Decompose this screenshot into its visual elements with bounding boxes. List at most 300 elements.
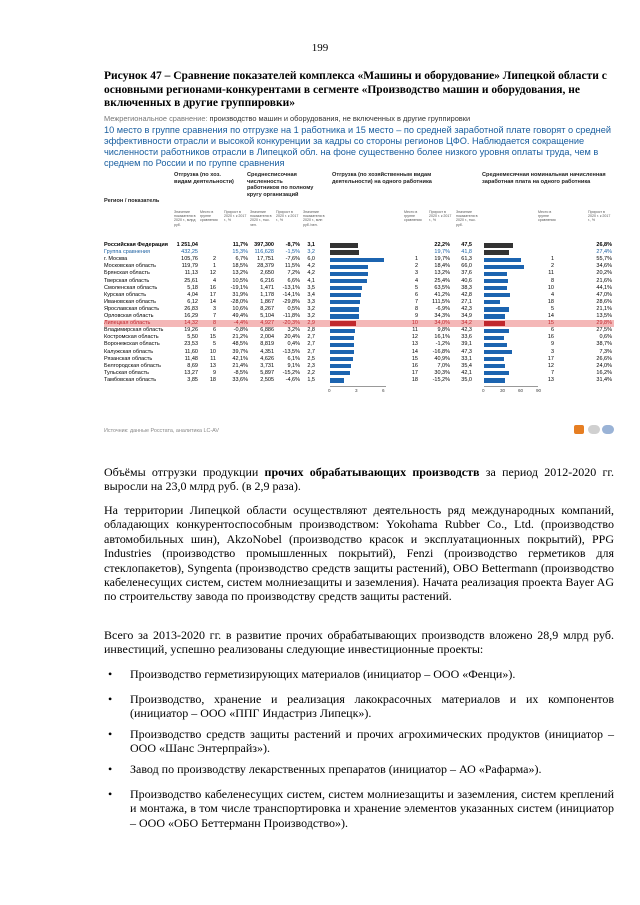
cell-shipment-growth: -28,0% xyxy=(230,298,248,305)
bar-salary xyxy=(484,343,507,347)
cell-shipment-growth: 6,7% xyxy=(235,256,248,263)
table-row xyxy=(104,349,614,356)
cell-per-worker-place: 18 xyxy=(411,376,418,383)
cell-salary-growth: 55,7% xyxy=(596,256,612,263)
cell-shipment-value: 11,48 xyxy=(184,355,198,362)
cell-shipment-place: 6 xyxy=(212,327,216,334)
cell-per-worker-growth: 111,5% xyxy=(432,298,450,305)
cell-shipment-value: 4,04 xyxy=(187,291,198,298)
cell-per-worker-value: 3,2 xyxy=(307,305,315,312)
bar-salary xyxy=(484,293,510,297)
cell-workers-value: 1,178 xyxy=(260,291,274,298)
cell-per-worker-place: 1 xyxy=(414,256,418,263)
bar-salary xyxy=(484,371,509,375)
cell-region-name: Курская область xyxy=(104,291,147,298)
cell-per-worker-place: 14 xyxy=(411,348,418,355)
cell-salary-growth: 29,8% xyxy=(596,320,612,327)
cell-per-worker-place: 11 xyxy=(412,327,418,334)
cell-workers-growth: 6,6% xyxy=(287,277,300,284)
sub-shipment-place: Место в группе сравнения xyxy=(200,210,218,223)
cell-shipment-place: 16 xyxy=(209,284,216,291)
cell-per-worker-value: 4,1 xyxy=(307,277,315,284)
paragraph-shipments xyxy=(104,465,614,494)
bar-per-worker xyxy=(330,336,354,340)
table-row xyxy=(104,377,614,384)
cell-shipment-growth: 15,3% xyxy=(232,249,248,256)
cell-workers-value: 1,471 xyxy=(260,284,274,291)
cell-per-worker-growth: 18,4% xyxy=(434,263,450,270)
cell-region-name: Калужская область xyxy=(104,348,154,355)
cell-salary-value: 42,3 xyxy=(461,305,472,312)
bar-salary xyxy=(484,286,507,290)
sub-shipment-growth: Прирост в 2020 г. к 2017 г., % xyxy=(224,210,247,223)
cell-salary-value: 34,2 xyxy=(461,320,472,327)
table-row xyxy=(104,242,614,249)
list-item xyxy=(104,727,614,756)
cell-salary-place: 11 xyxy=(548,270,554,277)
table-row xyxy=(104,292,614,299)
cell-shipment-value: 8,69 xyxy=(187,362,198,369)
cell-salary-growth: 0,6% xyxy=(599,334,612,341)
cell-shipment-value: 3,85 xyxy=(187,376,198,383)
cell-salary-growth: 27,4% xyxy=(596,249,612,256)
cell-salary-growth: 47,0% xyxy=(596,291,612,298)
cell-shipment-place: 18 xyxy=(209,376,216,383)
cell-shipment-value: 6,12 xyxy=(187,298,198,305)
cell-salary-place: 8 xyxy=(550,277,554,284)
table-row xyxy=(104,341,614,348)
cell-salary-place: 5 xyxy=(550,305,554,312)
paragraph-shipments-post: за период 2012-2020 гг. выросли на 23,0 млрд руб. (в 2,9 раза). xyxy=(104,465,615,494)
cell-per-worker-growth: -1,2% xyxy=(435,341,450,348)
cell-shipment-value: 23,53 xyxy=(184,341,198,348)
figure-source: Источник: данные Росстата, аналитика LC-AV xyxy=(104,428,219,434)
cell-salary-value: 47,3 xyxy=(461,348,472,355)
bar-salary xyxy=(484,243,513,247)
cell-per-worker-place: 16 xyxy=(411,362,418,369)
bar-salary xyxy=(484,350,512,354)
table-row xyxy=(104,299,614,306)
cell-salary-growth: 20,2% xyxy=(596,270,612,277)
cell-salary-growth: 44,1% xyxy=(596,284,612,291)
table-row xyxy=(104,249,614,256)
sub-per-worker-place: Место в группе сравнения xyxy=(404,210,422,223)
cell-shipment-growth: 49,4% xyxy=(232,313,248,319)
cell-per-worker-place: 12 xyxy=(411,334,418,341)
cell-workers-value: 5,897 xyxy=(260,369,274,376)
page-number: 199 xyxy=(311,42,329,54)
cell-shipment-growth: -19,1% xyxy=(230,284,248,291)
cell-workers-value: 3,731 xyxy=(260,362,274,369)
cell-shipment-place: 9 xyxy=(212,369,216,376)
cell-shipment-place: 10 xyxy=(209,348,216,355)
bar-per-worker xyxy=(330,343,354,347)
cell-workers-growth: -8,7% xyxy=(285,242,300,248)
bar-salary xyxy=(484,357,504,361)
cell-region-name: Тамбовская область xyxy=(104,376,157,383)
cell-workers-growth: -14,1% xyxy=(282,291,300,298)
cell-workers-value: 4,351 xyxy=(260,348,274,355)
list-item xyxy=(104,667,614,681)
logo-region-emblem xyxy=(574,425,584,434)
axis-tick-salary: 0 xyxy=(482,388,485,393)
bar-salary xyxy=(484,307,509,311)
axis-tick-per-worker: 0 xyxy=(328,388,331,393)
cell-salary-place: 13 xyxy=(547,376,554,383)
cell-salary-place: 4 xyxy=(550,291,554,298)
cell-shipment-value: 11,60 xyxy=(184,348,198,355)
cell-region-name: Брянская область xyxy=(104,270,150,277)
cell-workers-growth: 3,2% xyxy=(287,327,300,334)
cell-salary-place: 16 xyxy=(547,334,554,341)
cell-shipment-growth: 10,6% xyxy=(232,305,248,312)
cell-salary-growth: 38,7% xyxy=(596,341,612,348)
paragraph-shipments-pre: Объёмы отгрузки продукции xyxy=(104,465,265,479)
cell-salary-place: 9 xyxy=(550,341,554,348)
cell-per-worker-place: 17 xyxy=(411,369,418,376)
group-header-per-worker: Отгрузка (по хозяйственным видам деятельности) на одного работника xyxy=(332,172,432,185)
axis-tick-salary: 60 xyxy=(518,388,524,393)
figure-caption: Рисунок 47 – Сравнение показателей комплекса «Машины и оборудование» Липецкой области с основными регионами-конкурентами в сегменте «Производство машин и оборудования, не включенных в другие группировки» xyxy=(104,70,607,109)
cell-shipment-place: 3 xyxy=(212,305,216,312)
cell-shipment-value: 105,76 xyxy=(181,256,198,263)
cell-salary-place: 18 xyxy=(547,298,554,305)
cell-salary-growth: 16,2% xyxy=(596,369,612,376)
cell-per-worker-growth: 34,3% xyxy=(434,313,450,319)
cell-shipment-value: 119,79 xyxy=(181,263,198,270)
cell-per-worker-value: 1,5 xyxy=(307,376,315,383)
cell-per-worker-value: 3,1 xyxy=(307,242,315,248)
cell-salary-place: 2 xyxy=(550,263,554,270)
bar-per-worker xyxy=(330,265,368,269)
cell-region-name: Белгородская область xyxy=(104,362,162,369)
cell-salary-value: 42,3 xyxy=(461,327,472,334)
cell-salary-growth: 21,6% xyxy=(596,277,612,284)
cell-salary-growth: 7,3% xyxy=(599,348,612,355)
cell-per-worker-growth: 22,2% xyxy=(434,242,450,248)
cell-per-worker-growth: 19,7% xyxy=(434,249,450,256)
table-row xyxy=(104,278,614,285)
sub-salary-value: Значение показателя в 2020 г., тыс. руб. xyxy=(456,210,478,227)
cell-salary-value: 33,1 xyxy=(461,355,472,362)
cell-salary-growth: 34,6% xyxy=(596,263,612,270)
cell-workers-value: 116,628 xyxy=(254,249,274,256)
sub-salary-growth: Прирост в 2020 г. к 2017 г., % xyxy=(588,210,611,223)
cell-per-worker-growth: 16,1% xyxy=(434,334,450,341)
cell-shipment-value: 13,27 xyxy=(184,369,198,376)
cell-workers-value: 6,886 xyxy=(260,327,274,334)
cell-per-worker-value: 2,5 xyxy=(307,355,315,362)
cell-per-worker-value: 6,0 xyxy=(307,256,315,263)
sub-workers-value: Значение показателя в 2020 г., тыс. чел. xyxy=(250,210,272,227)
table-row xyxy=(104,356,614,363)
cell-workers-value: 17,751 xyxy=(257,256,274,263)
cell-per-worker-value: 2,9 xyxy=(307,320,315,327)
list-item-text: Завод по производству лекарственных препаратов (инициатор – АО «Рафарма»). xyxy=(130,762,542,776)
cell-workers-growth: -13,1% xyxy=(282,284,300,291)
bar-per-worker xyxy=(330,314,359,318)
cell-salary-place: 14 xyxy=(547,313,554,319)
list-item-text: Производство, хранение и реализация лакокрасочных материалов и их компонентов (инициатор – ООО «ППГ Индастриз Липецк»). xyxy=(130,692,614,721)
cell-salary-growth: 26,6% xyxy=(596,355,612,362)
cell-workers-growth: -1,5% xyxy=(285,249,300,256)
cell-per-worker-value: 4,2 xyxy=(307,263,315,270)
cell-region-name: Владимирская область xyxy=(104,327,164,334)
cell-workers-value: 5,104 xyxy=(260,313,274,319)
bar-salary xyxy=(484,250,509,254)
bar-per-worker xyxy=(330,300,360,304)
cell-per-worker-growth: 40,9% xyxy=(434,355,450,362)
cell-workers-growth: -11,8% xyxy=(282,313,300,319)
cell-workers-growth: -4,6% xyxy=(285,376,300,383)
list-item-text: Производство средств защиты растений и прочих агрохимических продуктов (инициатор – ООО «Шанс Энтерпрайз»). xyxy=(130,727,614,756)
cell-salary-growth: 13,5% xyxy=(596,313,612,319)
cell-region-name: Российская Федерация xyxy=(104,242,168,248)
bar-salary xyxy=(484,279,508,283)
sub-workers-growth: Прирост в 2020 г. к 2017 г., % xyxy=(276,210,299,223)
list-item-text: Производство герметизирующих материалов (инициатор – ООО «Фенци»). xyxy=(130,667,516,681)
cell-workers-value: 4,626 xyxy=(260,355,274,362)
axis-tick-per-worker: 6 xyxy=(382,388,385,393)
cell-per-worker-growth: -15,2% xyxy=(432,376,450,383)
cell-shipment-growth: 10,5% xyxy=(232,277,248,284)
sub-per-worker-growth: Прирост в 2020 г. к 2017 г., % xyxy=(429,210,452,223)
cell-salary-value: 42,8 xyxy=(461,291,472,298)
cell-salary-value: 37,6 xyxy=(461,270,472,277)
figure-header-prefix: Межрегиональное сравнение: xyxy=(104,114,210,123)
cell-workers-growth: -7,6% xyxy=(285,256,300,263)
bar-per-worker xyxy=(330,307,359,311)
cell-per-worker-growth: 7,0% xyxy=(437,362,450,369)
cell-shipment-growth: 39,7% xyxy=(232,348,248,355)
cell-per-worker-value: 2,2 xyxy=(307,369,315,376)
cell-shipment-place: 12 xyxy=(209,270,216,277)
sub-shipment-value: Значение показателя в 2020 г., млрд руб. xyxy=(174,210,196,227)
bar-per-worker xyxy=(330,364,351,368)
bullet-marker: • xyxy=(108,762,113,776)
cell-shipment-place: 15 xyxy=(209,334,216,341)
cell-shipment-place: 8 xyxy=(212,320,216,327)
cell-per-worker-value: 2,3 xyxy=(307,362,315,369)
cell-workers-growth: 0,5% xyxy=(287,305,300,312)
cell-salary-growth: 27,5% xyxy=(596,327,612,334)
cell-per-worker-place: 13 xyxy=(411,341,418,348)
cell-per-worker-value: 2,8 xyxy=(307,327,315,334)
cell-salary-growth: 31,4% xyxy=(596,376,612,383)
cell-salary-growth: 24,0% xyxy=(596,362,612,369)
figure-header xyxy=(104,114,614,123)
cell-shipment-growth: -4,4% xyxy=(233,320,248,327)
table-row xyxy=(104,270,614,277)
bar-salary xyxy=(484,265,524,269)
cell-salary-place: 7 xyxy=(550,369,554,376)
cell-per-worker-place: 3 xyxy=(414,270,418,277)
cell-workers-growth: 0,4% xyxy=(287,341,300,348)
axis-tick-per-worker: 3 xyxy=(355,388,358,393)
cell-per-worker-place: 6 xyxy=(414,291,418,298)
cell-salary-place: 10 xyxy=(547,284,554,291)
group-header-salary: Среднемесячная номинальная начисленная заработная плата на одного работника xyxy=(482,172,606,185)
list-item-text: Производство кабеленесущих систем, систем молниезащиты и заземления, систем креплений и монтажа, в том числе транспортировка и хранение элементов указанных систем (инициатор – ООО «ОБО Беттерманн Производство»). xyxy=(130,787,614,830)
group-header-shipment: Отгрузка (по хоз. видам деятельности) xyxy=(174,172,234,185)
axis-line-salary xyxy=(484,386,538,387)
cell-per-worker-growth: 9,8% xyxy=(437,327,450,334)
cell-salary-value: 35,0 xyxy=(461,376,472,383)
cell-per-worker-growth: 13,2% xyxy=(434,270,450,277)
cell-workers-value: 8,819 xyxy=(260,341,274,348)
cell-shipment-place: 17 xyxy=(209,291,216,298)
bar-per-worker xyxy=(330,321,356,325)
bar-salary xyxy=(484,314,505,318)
table-row xyxy=(104,306,614,313)
sub-salary-place: Место в группе сравнения xyxy=(538,210,556,223)
cell-salary-value: 33,6 xyxy=(461,334,472,341)
cell-per-worker-growth: -16,8% xyxy=(432,348,450,355)
cell-salary-value: 35,4 xyxy=(461,362,472,369)
cell-per-worker-value: 2,7 xyxy=(307,348,315,355)
cell-shipment-growth: 21,4% xyxy=(232,362,248,369)
logo-partner xyxy=(588,425,600,434)
cell-shipment-value: 25,61 xyxy=(184,277,198,284)
cell-salary-growth: 28,6% xyxy=(596,298,612,305)
col-region-header: Регион / показатель xyxy=(104,198,160,204)
cell-shipment-place: 14 xyxy=(209,298,216,305)
bar-salary xyxy=(484,258,521,262)
cell-salary-value: 61,3 xyxy=(461,256,472,263)
cell-salary-place: 3 xyxy=(550,348,554,355)
cell-per-worker-value: 2,7 xyxy=(307,334,315,341)
cell-workers-growth: -29,8% xyxy=(282,298,300,305)
bullet-marker: • xyxy=(108,692,113,706)
cell-salary-value: 41,8 xyxy=(461,249,472,256)
sub-per-worker-value: Значение показателя в 2020 г., млн руб./чел. xyxy=(303,210,325,227)
cell-shipment-growth: 31,9% xyxy=(232,291,248,298)
cell-salary-place: 1 xyxy=(550,256,554,263)
cell-per-worker-growth: 25,4% xyxy=(434,277,450,284)
cell-shipment-growth: 21,2% xyxy=(232,334,248,341)
cell-per-worker-value: 3,4 xyxy=(307,291,315,298)
cell-per-worker-growth: -6,9% xyxy=(435,305,450,312)
cell-region-name: Ивановская область xyxy=(104,298,157,305)
cell-per-worker-place: 7 xyxy=(414,298,418,305)
cell-salary-growth: 26,8% xyxy=(596,242,612,248)
cell-per-worker-place: 2 xyxy=(414,263,418,270)
cell-per-worker-value: 3,3 xyxy=(307,298,315,305)
bar-per-worker xyxy=(330,272,368,276)
cell-shipment-growth: 48,5% xyxy=(232,341,248,348)
cell-shipment-value: 432,25 xyxy=(181,249,198,256)
cell-shipment-growth: 11,7% xyxy=(232,242,248,248)
cell-shipment-value: 16,29 xyxy=(184,313,198,319)
table-row xyxy=(104,327,614,334)
cell-region-name: Костромская область xyxy=(104,334,159,341)
paragraph-investments: Всего за 2013-2020 гг. в развитие прочих обрабатывающих производств вложено 28,9 млрд руб. инвестиций, успешно реализованы следующие инвестиционные проекты: xyxy=(104,628,614,657)
cell-workers-value: 1,867 xyxy=(260,298,274,305)
cell-salary-place: 15 xyxy=(547,320,554,327)
cell-region-name: Ярославская область xyxy=(104,305,160,312)
cell-per-worker-place: 15 xyxy=(411,355,418,362)
cell-salary-place: 17 xyxy=(547,355,554,362)
cell-workers-growth: -20,3% xyxy=(282,320,300,327)
table-row xyxy=(104,313,614,320)
paragraph-companies: На территории Липецкой области осуществляют деятельность ряд международных компаний, обладающих конкурентоспособным производством: Yokohama Rubber Co., Ltd. (производство автомобильных шин), AkzoNobel (производство красок и эксплуатационных покрытий), PPG Industries (производство промышленных покрытий), Fenzi (производство герметиков для стеклопакетов), Syngenta (производство средств защиты растений), OBO Bettermann (производство кабеленесущих систем, систем молниезащиты и заземления). Начата реализация проекта Bayer AG по строительству завода по производству средств защиты растений. xyxy=(104,503,614,604)
cell-salary-value: 66,0 xyxy=(461,263,472,270)
table-row xyxy=(104,256,614,263)
cell-shipment-value: 26,83 xyxy=(184,305,198,312)
cell-workers-growth: 7,2% xyxy=(287,270,300,277)
bar-per-worker xyxy=(330,250,359,254)
cell-shipment-value: 11,13 xyxy=(184,270,198,277)
table-row xyxy=(104,370,614,377)
table-row xyxy=(104,320,614,327)
cell-region-name: Липецкая область xyxy=(104,320,151,327)
cell-shipment-place: 1 xyxy=(212,263,216,270)
bar-per-worker xyxy=(330,378,344,382)
cell-workers-value: 2,505 xyxy=(260,376,274,383)
table-row xyxy=(104,334,614,341)
cell-per-worker-place: 4 xyxy=(414,277,418,284)
cell-shipment-value: 5,50 xyxy=(187,334,198,341)
axis-line-per-worker xyxy=(330,386,386,387)
cell-per-worker-value: 4,2 xyxy=(307,270,315,277)
cell-workers-growth: 9,1% xyxy=(287,362,300,369)
cell-shipment-place: 11 xyxy=(210,355,216,362)
figure-header-topic: производство машин и оборудования, не включенных в другие группировки xyxy=(209,114,471,123)
cell-region-name: Воронежская область xyxy=(104,341,160,348)
cell-workers-value: 2,004 xyxy=(260,334,274,341)
cell-salary-place: 6 xyxy=(550,327,554,334)
bar-per-worker xyxy=(330,357,353,361)
paragraph-shipments-bold: прочих обрабатывающих производств xyxy=(264,465,480,479)
bar-per-worker xyxy=(330,371,350,375)
bar-salary xyxy=(484,321,505,325)
bar-per-worker xyxy=(330,243,358,247)
cell-salary-place: 12 xyxy=(547,362,554,369)
cell-shipment-place: 2 xyxy=(212,256,216,263)
cell-region-name: Тульская область xyxy=(104,369,149,376)
table-row xyxy=(104,263,614,270)
group-header-workers: Среднесписочная численность работников по полному кругу организаций xyxy=(247,172,314,198)
cell-workers-value: 2,650 xyxy=(260,270,274,277)
cell-shipment-place: 5 xyxy=(212,341,216,348)
cell-region-name: Смоленская область xyxy=(104,284,158,291)
cell-per-worker-growth: 19,7% xyxy=(434,256,450,263)
cell-shipment-value: 14,32 xyxy=(184,320,198,327)
cell-shipment-growth: 13,2% xyxy=(232,270,248,277)
bullet-marker: • xyxy=(108,727,113,741)
cell-region-name: Тверская область xyxy=(104,277,150,284)
cell-shipment-growth: 33,6% xyxy=(232,376,248,383)
cell-salary-value: 34,9 xyxy=(461,313,472,319)
list-item xyxy=(104,692,614,721)
axis-tick-salary: 90 xyxy=(536,388,542,393)
cell-shipment-place: 4 xyxy=(212,277,216,284)
cell-workers-growth: -15,2% xyxy=(282,369,300,376)
table-row xyxy=(104,363,614,370)
list-item xyxy=(104,787,614,830)
cell-shipment-place: 13 xyxy=(209,362,216,369)
cell-workers-value: 6,216 xyxy=(260,277,274,284)
cell-shipment-value: 5,18 xyxy=(187,284,198,291)
cell-per-worker-place: 5 xyxy=(414,284,418,291)
cell-salary-value: 27,1 xyxy=(461,298,472,305)
bar-salary xyxy=(484,378,505,382)
list-item xyxy=(104,762,614,776)
cell-workers-growth: 20,4% xyxy=(284,334,300,341)
cell-salary-growth: 21,1% xyxy=(596,305,612,312)
bar-per-worker xyxy=(330,329,355,333)
cell-per-worker-value: 2,7 xyxy=(307,341,315,348)
